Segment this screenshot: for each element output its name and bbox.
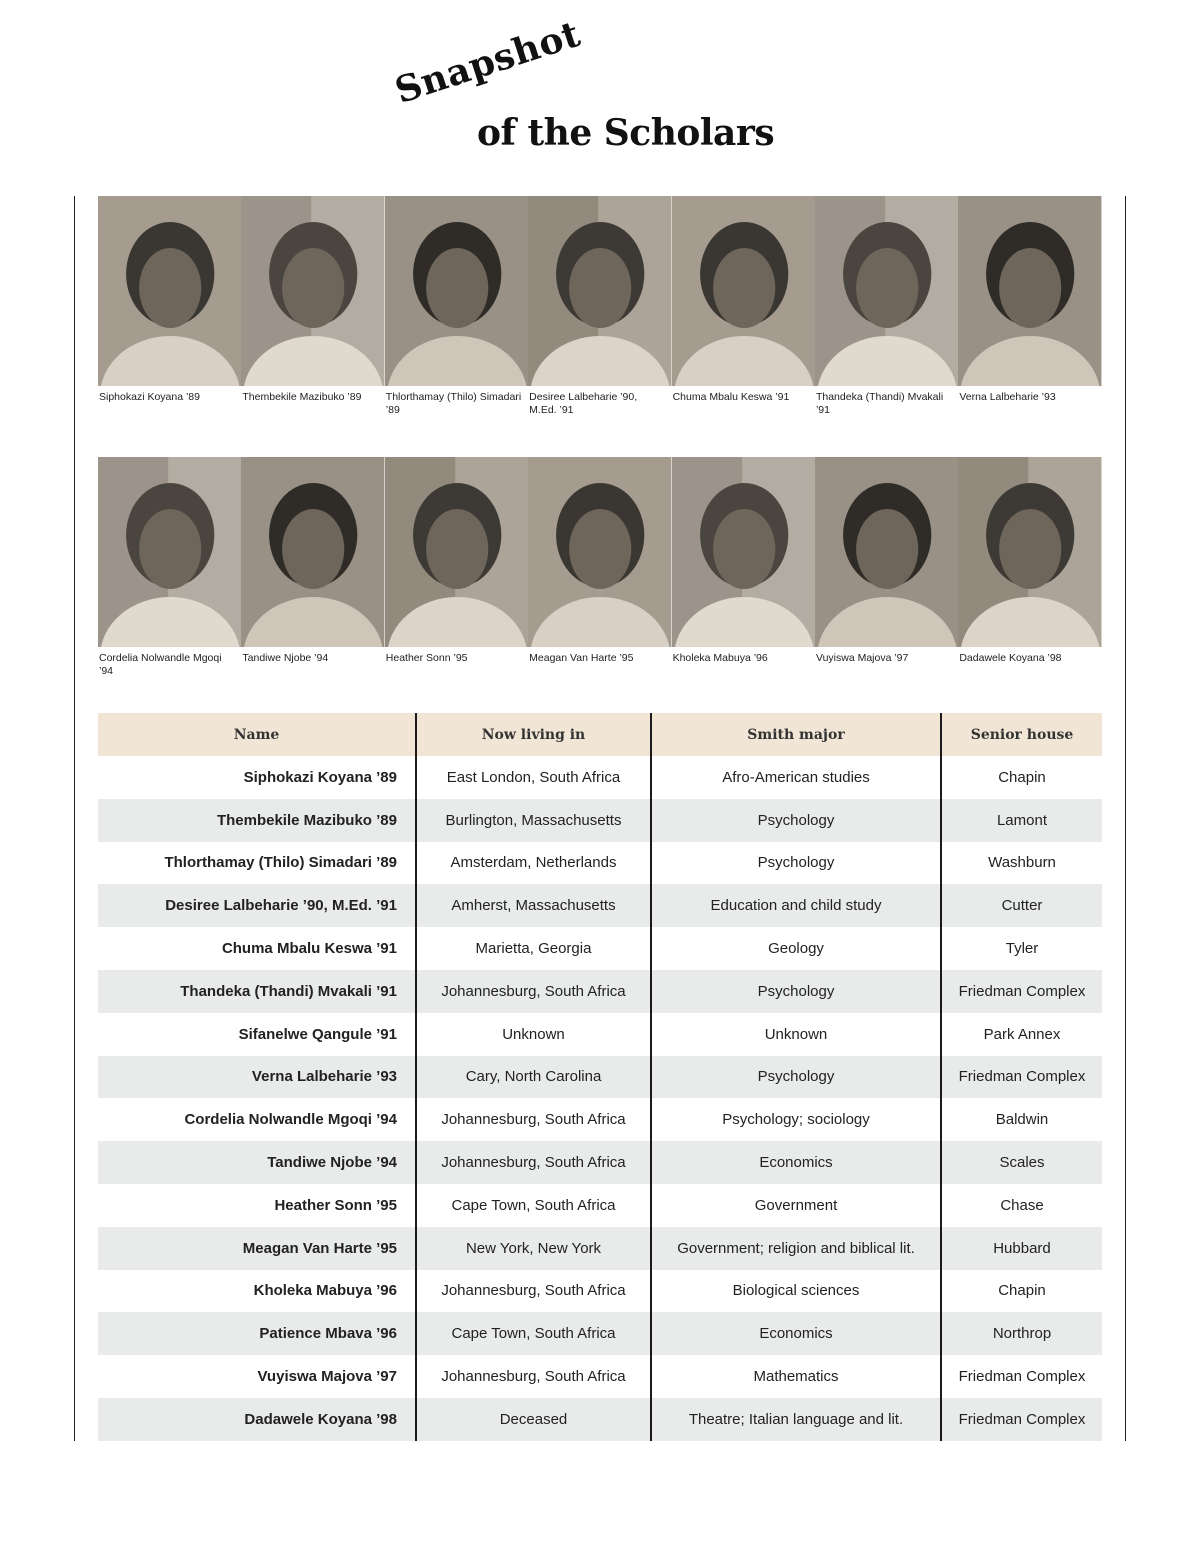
scholar-portrait-image [815, 196, 958, 386]
table-row [98, 1312, 1102, 1355]
frame-line-left [74, 196, 75, 1441]
table-row [98, 927, 1102, 970]
cell-now-living-in: New York, New York [416, 1227, 651, 1270]
cell-senior-house: Chase [941, 1184, 1102, 1227]
cell-smith-major: Unknown [651, 1013, 941, 1056]
scholar-portrait-image [528, 457, 671, 647]
cell-senior-house: Friedman Complex [941, 1355, 1102, 1398]
cell-now-living-in: Cape Town, South Africa [416, 1184, 651, 1227]
cell-name: Thembekile Mazibuko ’89 [98, 799, 416, 842]
scholar-photo-card [241, 457, 384, 678]
table-row [98, 1141, 1102, 1184]
table-row [98, 756, 1102, 799]
table-row [98, 799, 1102, 842]
scholar-portrait-image [958, 196, 1101, 386]
table-row [98, 1270, 1102, 1313]
cell-now-living-in: Cary, North Carolina [416, 1056, 651, 1099]
cell-senior-house: Scales [941, 1141, 1102, 1184]
table-header-row [98, 713, 1102, 756]
photo-caption: Thlorthamay (Thilo) Simadari ’89 [385, 391, 522, 416]
scholar-photo-card [98, 196, 241, 417]
cell-senior-house: Friedman Complex [941, 1398, 1102, 1441]
cell-smith-major: Psychology; sociology [651, 1098, 941, 1141]
scholar-photo-card [672, 457, 815, 678]
header-senior-house: Senior house [941, 713, 1102, 756]
cell-now-living-in: Johannesburg, South Africa [416, 970, 651, 1013]
scholar-photo-card [98, 457, 241, 678]
cell-name: Chuma Mbalu Keswa ’91 [221, 940, 397, 958]
photo-caption: Meagan Van Harte ’95 [529, 652, 634, 664]
cell-senior-house: Hubbard [941, 1227, 1102, 1270]
cell-smith-major: Mathematics [651, 1355, 941, 1398]
cell-now-living-in: Cape Town, South Africa [416, 1312, 651, 1355]
cell-smith-major: Government; religion and biblical lit. [651, 1227, 941, 1270]
scholar-photo-card [958, 457, 1101, 678]
scholar-photo-card [385, 196, 528, 417]
table-row [98, 1013, 1102, 1056]
scholar-photo-card [528, 457, 671, 678]
scholar-portrait-image [528, 196, 671, 386]
cell-now-living-in: Deceased [416, 1398, 651, 1441]
page-title [390, 12, 775, 168]
photo-caption: Cordelia Nolwandle Mgoqi ’94 [99, 652, 222, 677]
scholar-portrait-image [241, 196, 384, 386]
photo-caption: Chuma Mbalu Keswa ’91 [672, 391, 790, 403]
cell-name: Meagan Van Harte ’95 [98, 1227, 416, 1270]
cell-name: Dadawele Koyana ’98 [98, 1398, 416, 1441]
cell-now-living-in: Unknown [416, 1013, 651, 1056]
scholar-portrait-image [241, 457, 384, 647]
cell-now-living-in: Johannesburg, South Africa [416, 1141, 651, 1184]
cell-smith-major: Theatre; Italian language and lit. [651, 1398, 941, 1441]
cell-now-living-in: Marietta, Georgia [416, 927, 651, 970]
table-row [98, 1184, 1102, 1227]
photo-caption: Siphokazi Koyana ’89 [99, 391, 200, 403]
cell-senior-house: Baldwin [941, 1098, 1102, 1141]
photo-caption: Kholeka Mabuya ’96 [672, 652, 768, 664]
scholar-portrait-image [98, 196, 241, 386]
cell-name: Patience Mbava ’96 [98, 1312, 416, 1355]
cell-name: Thandeka (Thandi) Mvakali ’91 [98, 970, 416, 1013]
photo-row-1 [98, 196, 1102, 417]
table-row [98, 1098, 1102, 1141]
cell-senior-house: Washburn [941, 842, 1102, 885]
table-row [98, 1398, 1102, 1441]
cell-now-living-in: Johannesburg, South Africa [416, 1355, 651, 1398]
scholar-portrait-image [385, 457, 528, 647]
photo-row-2 [98, 457, 1102, 678]
table-row [98, 970, 1102, 1013]
scholar-portrait-image [98, 457, 241, 647]
title-word-snapshot: Snapshot [390, 12, 586, 112]
title-subtitle: of the Scholars [477, 112, 775, 154]
cell-now-living-in: Amherst, Massachusetts [416, 884, 651, 927]
scholar-photo-card [672, 196, 815, 417]
scholar-photo-card [958, 196, 1101, 417]
table-row [98, 842, 1102, 885]
frame-line-right [1125, 196, 1126, 1441]
scholar-photo-card [815, 457, 958, 678]
cell-smith-major: Government [651, 1184, 941, 1227]
table-row [98, 884, 1102, 927]
cell-smith-major: Biological sciences [651, 1270, 941, 1313]
cell-name: Sifanelwe Qangule ’91 [238, 1025, 397, 1043]
cell-senior-house: Chapin [941, 1270, 1102, 1313]
table-row [98, 1227, 1102, 1270]
scholar-portrait-image [385, 196, 528, 386]
photo-caption: Heather Sonn ’95 [385, 652, 468, 664]
photo-caption: Vuyiswa Majova ’97 [815, 652, 909, 664]
cell-now-living-in: Johannesburg, South Africa [416, 1098, 651, 1141]
cell-smith-major: Psychology [651, 799, 941, 842]
cell-name: Kholeka Mabuya ’96 [253, 1282, 397, 1300]
cell-senior-house: Cutter [941, 884, 1102, 927]
scholar-portrait-image [672, 457, 815, 647]
scholar-photo-card [385, 457, 528, 678]
table-row [98, 1355, 1102, 1398]
cell-now-living-in: Amsterdam, Netherlands [416, 842, 651, 885]
photo-caption: Desiree Lalbeharie ’90, M.Ed. ’91 [529, 391, 638, 416]
cell-name: Thlorthamay (Thilo) Simadari ’89 [164, 854, 397, 872]
scholar-photo-card [528, 196, 671, 417]
photo-caption: Dadawele Koyana ’98 [959, 652, 1062, 664]
cell-senior-house: Lamont [941, 799, 1102, 842]
cell-senior-house: Tyler [941, 927, 1102, 970]
cell-now-living-in: Johannesburg, South Africa [416, 1270, 651, 1313]
header-smith-major: Smith major [651, 713, 941, 756]
header-name: Name [98, 713, 416, 756]
cell-senior-house: Northrop [941, 1312, 1102, 1355]
cell-now-living-in: East London, South Africa [416, 756, 651, 799]
cell-senior-house: Friedman Complex [941, 970, 1102, 1013]
cell-name: Heather Sonn ’95 [274, 1196, 397, 1214]
cell-smith-major: Economics [651, 1141, 941, 1184]
cell-smith-major: Geology [651, 927, 941, 970]
cell-smith-major: Psychology [651, 842, 941, 885]
cell-name: Vuyiswa Majova ’97 [257, 1368, 397, 1386]
cell-smith-major: Psychology [651, 970, 941, 1013]
scholar-portrait-image [672, 196, 815, 386]
cell-senior-house: Park Annex [941, 1013, 1102, 1056]
cell-smith-major: Economics [651, 1312, 941, 1355]
scholars-table [98, 713, 1102, 1441]
cell-smith-major: Psychology [651, 1056, 941, 1099]
header-now-living-in: Now living in [416, 713, 651, 756]
cell-name: Verna Lalbeharie ’93 [98, 1056, 416, 1099]
scholar-portrait-image [958, 457, 1101, 647]
photo-caption: Thandeka (Thandi) Mvakali ’91 [815, 391, 944, 416]
photo-caption: Tandiwe Njobe ’94 [242, 652, 329, 664]
photo-caption: Verna Lalbeharie ’93 [959, 391, 1056, 403]
cell-name: Cordelia Nolwandle Mgoqi ’94 [184, 1111, 397, 1129]
cell-senior-house: Friedman Complex [941, 1056, 1102, 1099]
scholar-portrait-image [815, 457, 958, 647]
table-row [98, 1056, 1102, 1099]
cell-senior-house: Chapin [941, 756, 1102, 799]
scholar-photo-card [241, 196, 384, 417]
cell-smith-major: Education and child study [651, 884, 941, 927]
cell-smith-major: Afro-American studies [651, 756, 941, 799]
cell-name: Siphokazi Koyana ’89 [243, 768, 397, 786]
cell-name: Desiree Lalbeharie ’90, M.Ed. ’91 [98, 884, 416, 927]
scholar-photo-card [815, 196, 958, 417]
cell-now-living-in: Burlington, Massachusetts [416, 799, 651, 842]
cell-name: Tandiwe Njobe ’94 [98, 1141, 416, 1184]
photo-caption: Thembekile Mazibuko ’89 [242, 391, 362, 403]
